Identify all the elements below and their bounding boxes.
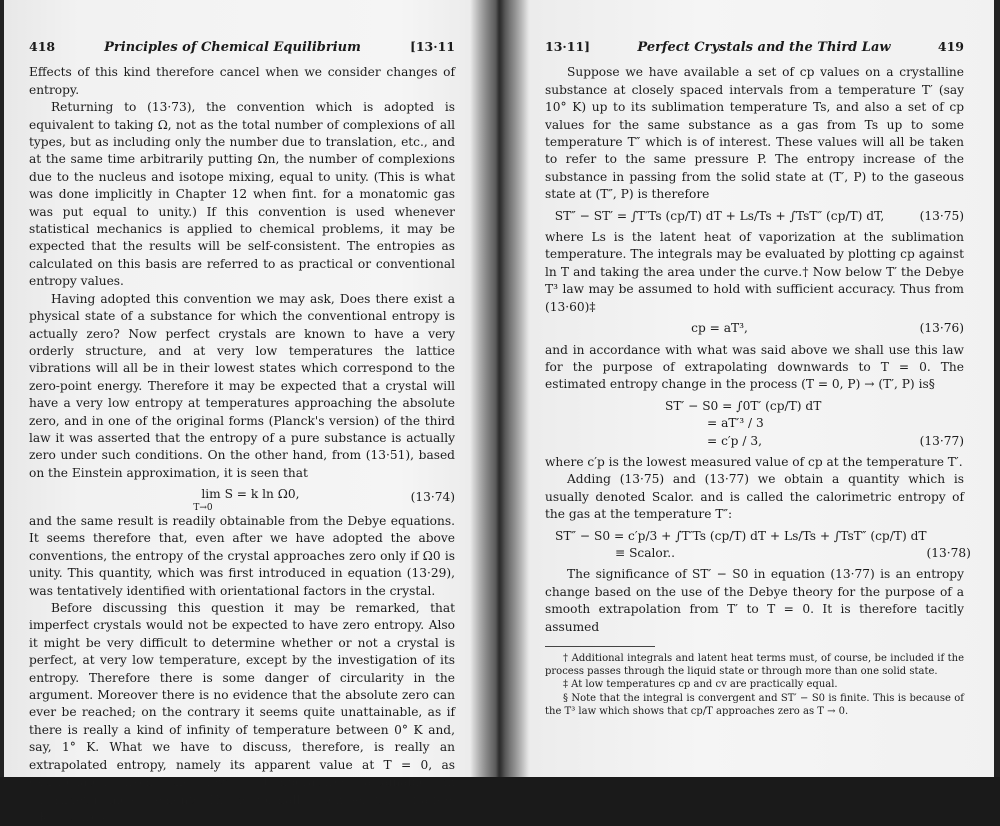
left-page-header <box>29 38 455 56</box>
right-section-ref: 13·11] <box>545 39 591 54</box>
right-paragraph-5: Adding (13·75) and (13·77) we obtain a quantity which is usually denoted Scalor. and is called the calorimetric entropy of the gas at the temperature T″: <box>545 472 964 522</box>
right-paragraph-3: and in accordance with what was said above we shall use this law for the purpose of extrapolating downwards to T = 0. The estimated entropy change in the process (T = 0, P) → (T′, P) is§ <box>545 342 964 392</box>
equation-13-78-line-1: ST″ − S0 = c′p/3 + ∫T′Ts (cp/T) dT + Ls/Ts + ∫TsT″ (cp/T) dT <box>555 528 927 543</box>
footnote-dagger: † Additional integrals and latent heat terms must, of course, be included if the process passes through the liquid state or through more than one solid state. <box>545 653 964 678</box>
equation-13-76-expr: cp = aT³, <box>691 321 748 336</box>
left-page-number: 418 <box>29 39 56 54</box>
right-page-header <box>545 38 964 56</box>
equation-13-74-expr: lim S = k ln Ω0, <box>201 487 300 502</box>
footnote-section: § Note that the integral is convergent and ST′ − S0 is finite. This is because of the T³ law which shows that cp/T approaches zero as T → 0. <box>545 692 964 717</box>
right-paragraph-4: where c′p is the lowest measured value of cp at the temperature T′. <box>545 454 963 469</box>
equation-13-77-line-2: = aT′³ / 3 <box>707 416 764 431</box>
footnote-rule <box>545 646 655 647</box>
equation-13-74-limit: T→0 <box>193 502 213 513</box>
equation-13-75-expr: ST″ − ST′ = ∫T′Ts (cp/T) dT + Ls/Ts + ∫TsT″ (cp/T) dT, <box>554 208 885 223</box>
left-paragraph-1: Effects of this kind therefore cancel when we consider changes of entropy. <box>29 65 455 97</box>
right-paragraph-6: The significance of ST′ − S0 in equation (13·77) is an entropy change based on the use of the Debye theory for the purpose of a smooth extrapolation from T′ to T = 0. It is therefore tacitly assumed <box>545 567 964 634</box>
right-page <box>545 38 971 718</box>
right-paragraph-2: where Ls is the latent heat of vaporization at the sublimation temperature. The integrals may be evaluated by plotting cp against ln T and taking the area under the curve.† Now below T′ the Debye T³ law may be assumed to hold with sufficient accuracy. Thus from (13·60)‡ <box>545 230 964 314</box>
equation-13-77-line-1: ST′ − S0 = ∫0T′ (cp/T) dT <box>665 398 822 413</box>
right-running-title: Perfect Crystals and the Third Law <box>637 40 891 55</box>
equation-13-74-label: (13·74) <box>410 489 455 504</box>
equation-13-78-label: (13·78) <box>926 545 971 560</box>
equation-13-75-label: (13·75) <box>919 208 964 223</box>
left-paragraph-4: and the same result is readily obtainable from the Debye equations. It seems therefore that, even after we have adopted the above conventions, the entropy of the crystal approaches zero only if Ω0 is unity. This quantity, which was first introduced in equation (13·29), was tentatively identified with orientational factors in the crystal. <box>29 514 455 598</box>
right-scan-edge <box>994 0 1000 777</box>
left-page <box>29 38 455 826</box>
equation-13-78-line-2: ≡ Scalor.. <box>615 545 675 560</box>
left-running-title: Principles of Chemical Equilibrium <box>104 40 361 55</box>
equation-13-77-line-3: = c′p / 3, <box>707 433 762 448</box>
equation-13-77 <box>545 398 964 450</box>
right-page-number: 419 <box>937 39 964 54</box>
footnote-double-dagger: ‡ At low temperatures cp and cv are practically equal. <box>563 679 838 691</box>
left-paragraph-2: Returning to (13·73), the convention which is adopted is equivalent to taking Ω, not as the total number of complexions of all types, but as including only the number due to translation, etc., and at the same time arbitrarily putting Ωn, the number of complexions due to the nucleus and isotope mixing, equal to unity. (This is what was done implicitly in Chapter 12 when fint. for a monatomic gas was put equal to unity.) If this convention is used whenever statistical mechanics is applied to chemical problems, it may be expected that the results will be self-consistent. The entropies as calculated on this basis are referred to as practical or conventional entropy values. <box>29 100 455 289</box>
equation-13-78 <box>545 528 971 563</box>
equation-13-74 <box>29 486 455 513</box>
right-paragraph-1: Suppose we have available a set of cp values on a crystalline substance at closely spaced intervals from a temperature T′ (say 10° K) up to its sublimation temperature Ts, and also a set of cp values for the same substance as a gas from Ts up to some temperature T″ which is of interest. These values will all be taken to refer to the same pressure P. The entropy increase of the substance in passing from the solid state at (T′, P) to the gaseous state at (T″, P) is therefore <box>545 65 964 202</box>
equation-13-76 <box>545 320 964 337</box>
left-scan-edge <box>0 0 4 777</box>
left-paragraph-3: Having adopted this convention we may ask, Does there exist a physical state of a substance for which the conventional entropy is actually zero? Now perfect crystals are known to have a very orderly structure, and at very low temperatures the lattice vibrations will all be in their lowest states which correspond to the zero-point energy. Therefore it may be expected that a crystal will have a very low entropy at temperatures approaching the absolute zero, and in one of the original forms (Planck's version) of the third law it was asserted that the entropy of a pure substance is actually zero under such conditions. On the other hand, from (13·51), based on the Einstein approximation, it is seen that <box>29 291 455 480</box>
left-paragraph-5: Before discussing this question it may be remarked, that imperfect crystals would not be expected to have zero entropy. Also it might be very difficult to determine whether or not a crystal is perfect, at very low temperature, except by the investigation of its entropy. Therefore there is some danger of circularity in the argument. Moreover there is no evidence that the absolute zero can ever be reached; on the contrary it seems quite unattainable, as if there is really a kind of infinity of temperature between 0° K and, say, 1° K. What we have to discuss, therefore, is really an extrapolated entropy, namely its apparent value at T = 0, as extrapolated from the lowest temperatures attainable in calorimetric measurements. This is normally a temperature of a few ° K upwards. <box>29 601 455 824</box>
gutter-shadow <box>470 0 528 777</box>
equation-13-75 <box>545 208 964 225</box>
left-section-ref: [13·11 <box>409 39 455 54</box>
equation-13-76-label: (13·76) <box>919 321 964 336</box>
equation-13-77-label: (13·77) <box>919 433 964 448</box>
